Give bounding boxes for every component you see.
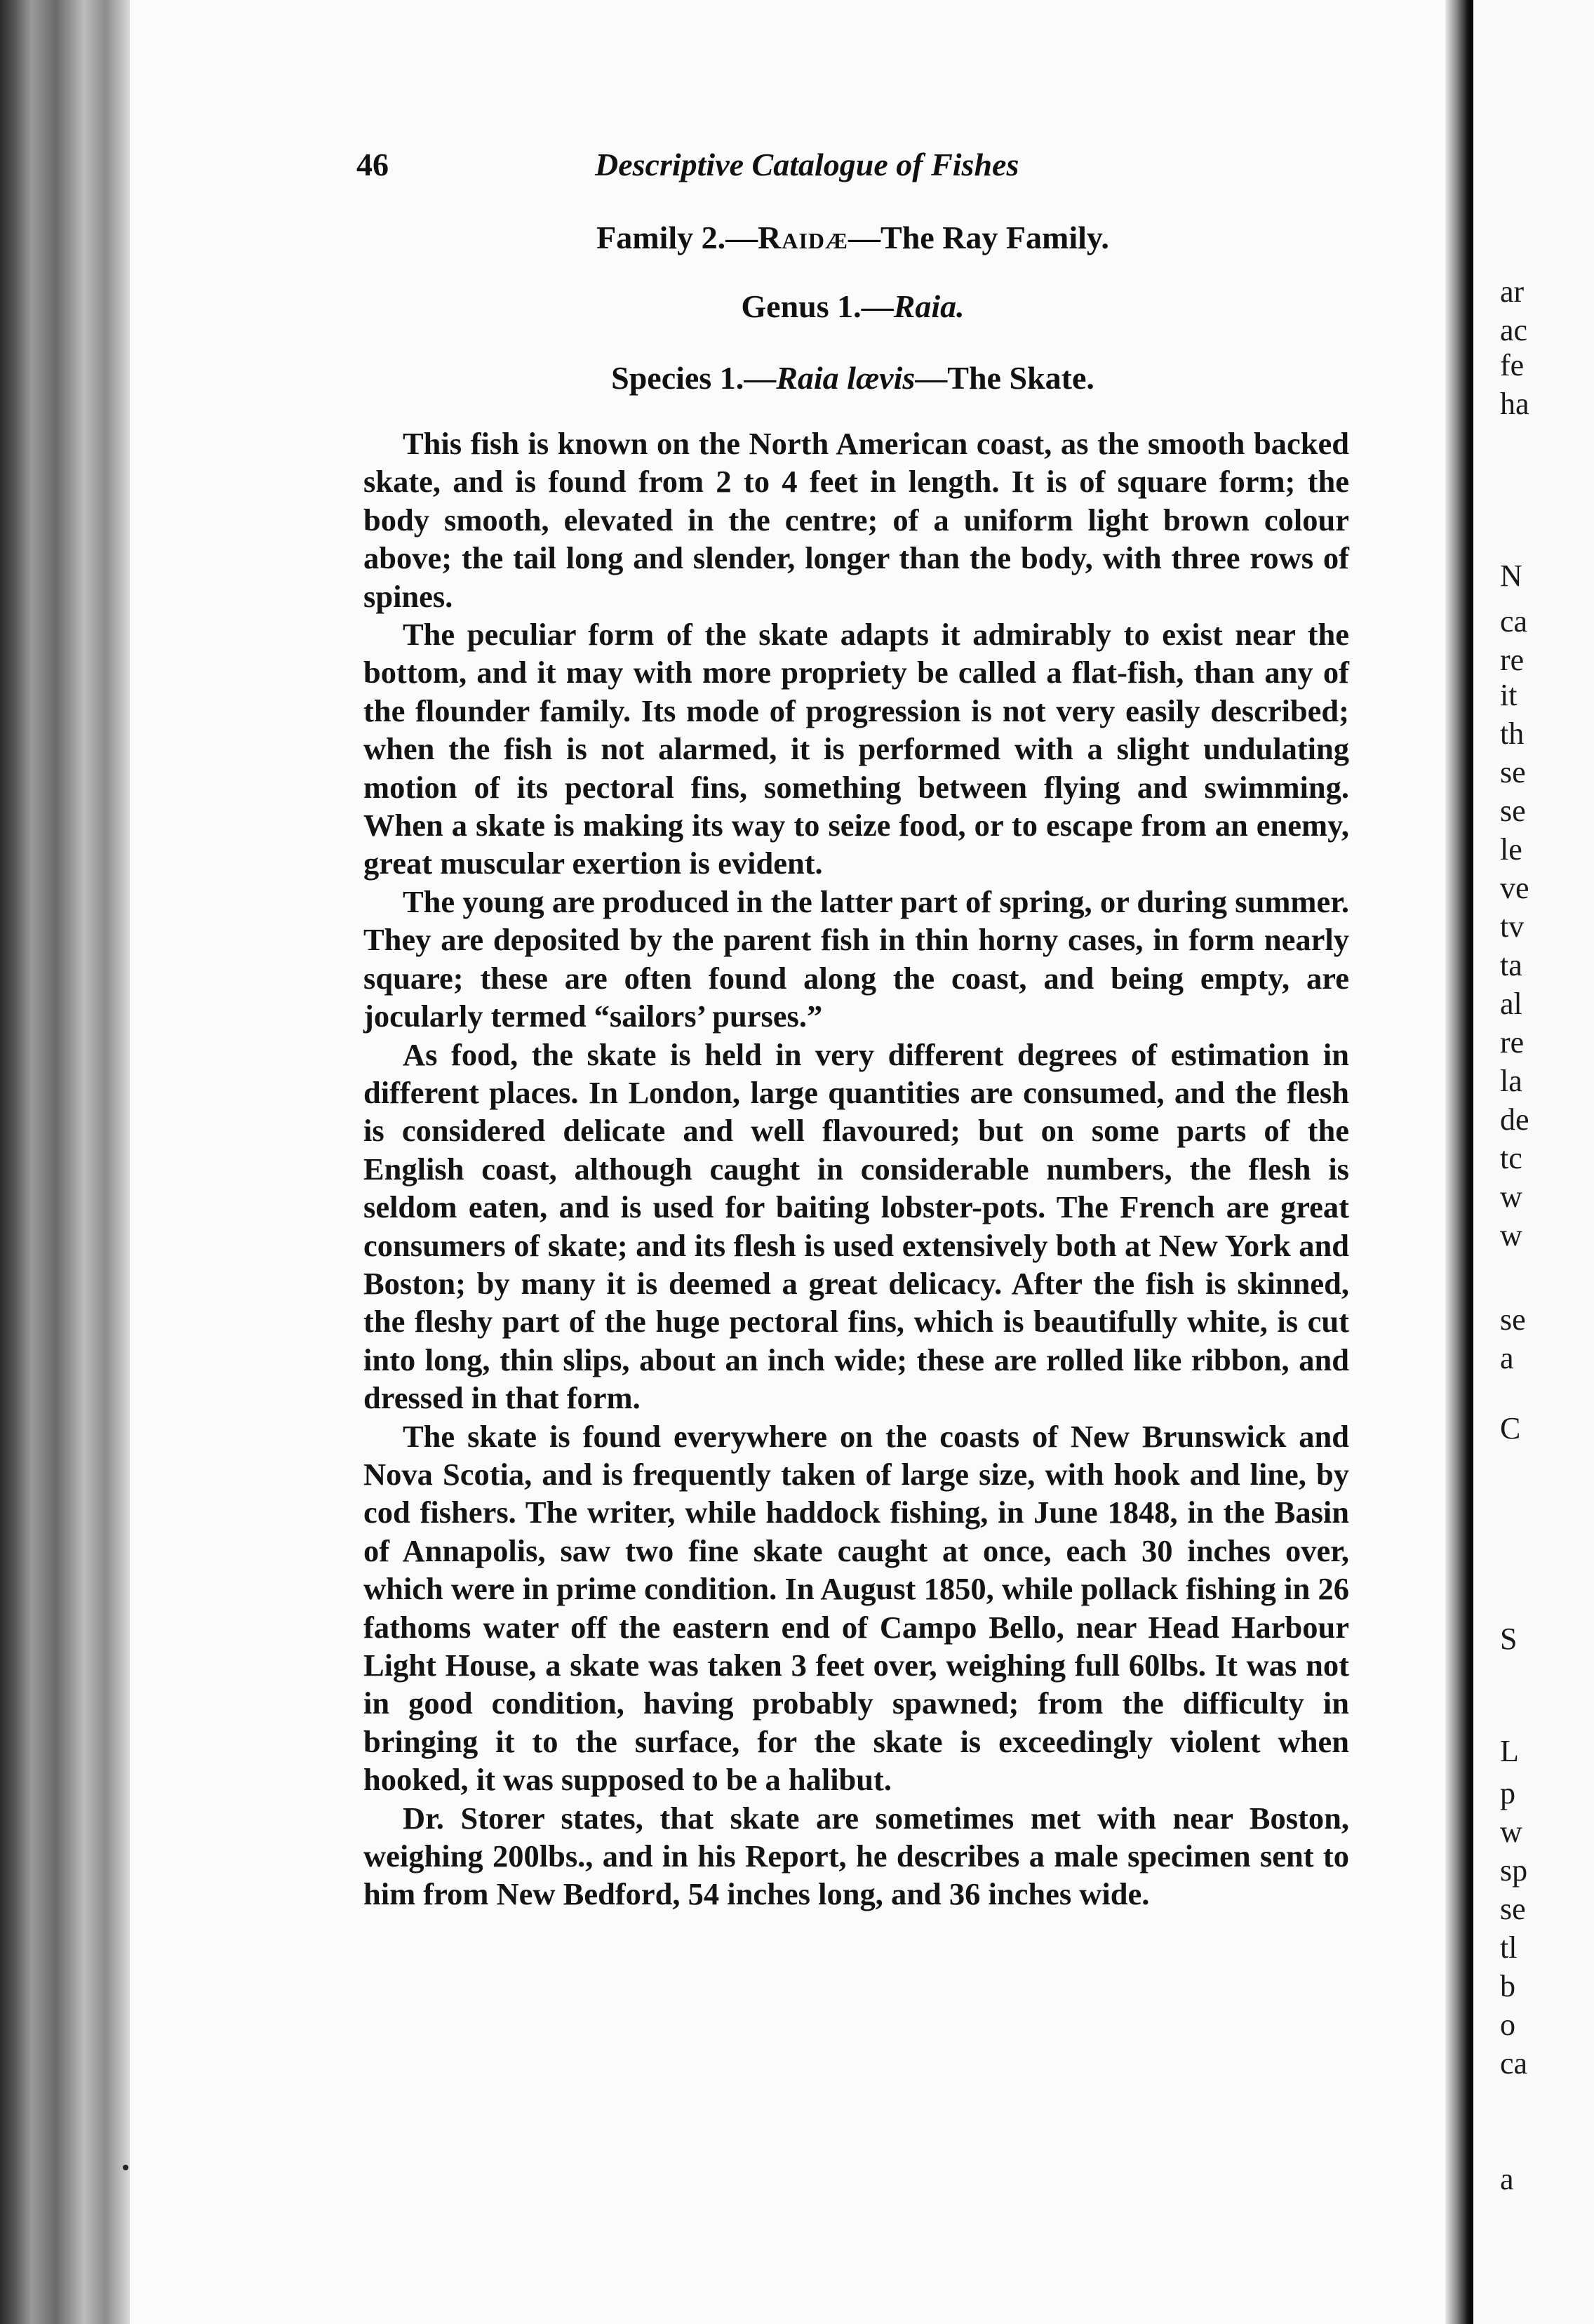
facing-page-fragment: se <box>1500 755 1526 789</box>
facing-page-fragment: tv <box>1500 909 1525 944</box>
facing-page-fragment: ha <box>1500 387 1529 421</box>
facing-page-fragment: S <box>1500 1622 1518 1656</box>
family-suffix: —The Ray Family. <box>848 220 1109 255</box>
facing-page-fragment: al <box>1500 987 1522 1021</box>
facing-page-fragment: N <box>1500 559 1522 593</box>
facing-page-fragment: w <box>1500 1180 1522 1214</box>
facing-page-fragment: fe <box>1500 348 1525 382</box>
facing-page-fragment: C <box>1500 1411 1521 1445</box>
species-suffix: —The Skate. <box>915 360 1094 396</box>
facing-page-fragment: p <box>1500 1776 1515 1810</box>
facing-page-fragment: re <box>1500 1025 1525 1060</box>
facing-page-fragment: le <box>1500 832 1522 867</box>
paragraph: The peculiar form of the skate adapts it admirably to exist near the bottom, and it may with more propriety be called a flat-fish, than any of the flounder family. Its mode of progression is not very easily described; when the fish is not alarmed, it is performed with a slight undulating motion of its pectoral fins, something between flying and swimming. When a skate is making its way to seize food, or to escape from an enemy, great muscular exertion is evident. <box>363 617 1349 881</box>
facing-page-fragment: ta <box>1500 948 1522 982</box>
paragraph: The young are produced in the latter part of spring, or during summer. They are deposited by the parent fish in thin horny cases, in form nearly square; these are often found along the coast, and being empty, are jocularly termed “sailors’ purses.” <box>363 883 1349 1034</box>
book-spine-edge <box>0 0 130 2324</box>
genus-heading <box>356 288 1349 325</box>
page-header <box>356 146 1107 195</box>
facing-page-fragment: se <box>1500 1892 1526 1926</box>
page-number: 46 <box>356 147 389 182</box>
species-heading <box>356 359 1349 396</box>
facing-page-fragment: ar <box>1500 274 1525 309</box>
facing-page-fragment: th <box>1500 716 1525 751</box>
paragraph: Dr. Storer states, that skate are sometimes met with near Boston, weighing 200lbs., and in his Report, he describes a male specimen sent to him from New Bedford, 54 inches long, and 36 inches wide. <box>363 1800 1349 1912</box>
facing-page-fragment: la <box>1500 1064 1522 1098</box>
facing-page-fragment: ca <box>1500 2046 1528 2081</box>
running-head: Descriptive Catalogue of Fishes <box>595 147 1019 182</box>
paragraph: The skate is found everywhere on the coasts of New Brunswick and Nova Scotia, and is frequently taken of large size, with hook and line, by cod fishers. The writer, while haddock fishing, in June 1848, in the Basin of Annapolis, saw two fine skate caught at once, each 30 inches over, which were in prime condition. In August 1850, while pollack fishing in 26 fathoms water off the eastern end of Campo Bello, near Head Harbour Light House, a skate was taken 3 feet over, weighing full 60lbs. It was not in good condition, having probably spawned; from the difficulty in bringing it to the surface, for the skate is exceedingly violent when hooked, it was supposed to be a halibut. <box>363 1418 1349 1798</box>
facing-page-fragment: w <box>1500 1815 1522 1849</box>
family-name: Raidæ <box>758 220 849 255</box>
facing-page-fragment: tl <box>1500 1930 1518 1965</box>
page-fold-shadow <box>1445 0 1473 2324</box>
facing-page-fragment: re <box>1500 643 1525 677</box>
facing-page-fragment: sp <box>1500 1853 1528 1888</box>
facing-page-fragment: ca <box>1500 604 1528 639</box>
facing-page-fragment: b <box>1500 1969 1515 2003</box>
facing-page-fragment: tc <box>1500 1141 1522 1175</box>
facing-page-fragment: se <box>1500 794 1526 828</box>
species-prefix: Species 1.— <box>611 360 777 396</box>
family-heading <box>356 219 1349 256</box>
genus-name: Raia. <box>893 288 965 324</box>
facing-page-fragment: ac <box>1500 313 1528 347</box>
facing-page-fragment: w <box>1500 1218 1522 1253</box>
family-prefix: Family 2.— <box>596 220 758 255</box>
facing-page-fragment: se <box>1500 1302 1526 1337</box>
facing-page-fragment: de <box>1500 1102 1529 1137</box>
paragraph: This fish is known on the North American coast, as the smooth backed skate, and is found from 2 to 4 feet in length. It is of square form; the body smooth, elevated in the centre; of a uniform light brown colour above; the tail long and slender, longer than the body, with three rows of spines. <box>363 426 1349 614</box>
species-name: Raia lævis <box>776 360 916 396</box>
facing-page-fragment: it <box>1500 678 1518 712</box>
body-text <box>363 425 1349 1914</box>
facing-page-fragment: L <box>1500 1734 1519 1768</box>
paragraph: As food, the skate is held in very different degrees of estimation in different places. In London, large quantities are consumed, and the flesh is considered delicate and well flavoured; but on some parts of the English coast, although caught in considerable numbers, the flesh is seldom eaten, and is used for baiting lobster-pots. The French are great consumers of skate; and its flesh is used extensively both at New York and Boston; by many it is deemed a great delicacy. After the fish is skinned, the fleshy part of the huge pectoral fins, which is beautifully white, is cut into long, thin slips, about an inch wide; these are rolled like ribbon, and dressed in that form. <box>363 1036 1349 1416</box>
facing-page-fragment: a <box>1500 1341 1514 1375</box>
facing-page-fragment: a <box>1500 2162 1514 2196</box>
ink-speck <box>123 2165 128 2170</box>
facing-page-fragment: o <box>1500 2008 1515 2042</box>
facing-page-edge <box>1473 0 1594 2324</box>
genus-prefix: Genus 1.— <box>741 288 894 324</box>
facing-page-fragment: ve <box>1500 871 1529 905</box>
